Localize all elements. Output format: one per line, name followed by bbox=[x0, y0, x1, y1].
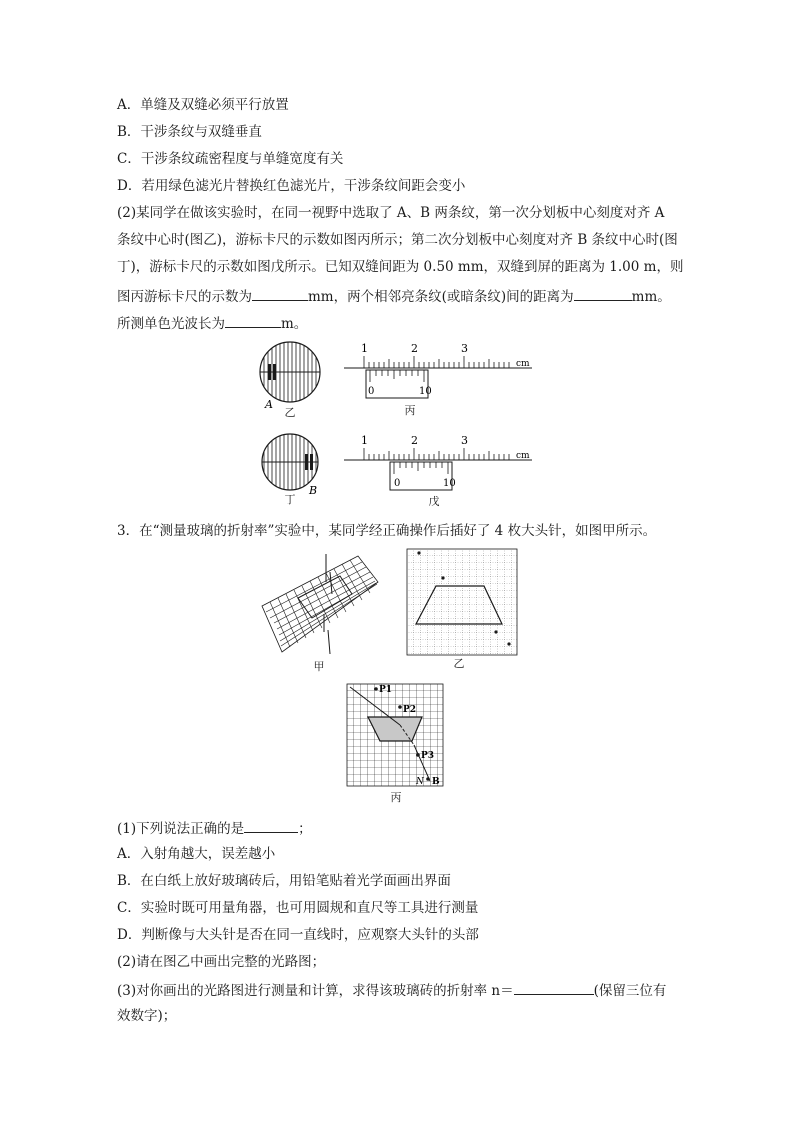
point-n-label: N bbox=[416, 777, 424, 787]
q3-stem: 3．在“测量玻璃的折射率”实验中，某同学经正确操作后插好了 4 枚大头针，如图甲所示。 bbox=[117, 523, 657, 539]
answer-blank-refractive-index[interactable] bbox=[514, 980, 594, 995]
pin-p2-label: P2 bbox=[403, 705, 417, 715]
q2-line4-text-c: mm。 bbox=[631, 289, 671, 305]
label-b: B bbox=[309, 484, 318, 497]
caption-bing: 丙 bbox=[404, 404, 416, 417]
vernier-10: 10 bbox=[443, 478, 456, 489]
q2-part2-line4 bbox=[117, 286, 671, 306]
caption-ding: 丁 bbox=[284, 493, 296, 506]
q3-part1-end: ； bbox=[298, 821, 312, 837]
caption-jia: 甲 bbox=[313, 660, 325, 673]
caption-yi: 乙 bbox=[284, 406, 296, 419]
point-b-label: B bbox=[432, 777, 440, 787]
unit-cm: cm bbox=[516, 451, 530, 461]
q2-line4-text-b: mm，两个相邻亮条纹(或暗条纹)间的距离为 bbox=[308, 289, 574, 305]
perspective-grid-jia bbox=[260, 548, 380, 660]
caliper-bing bbox=[340, 340, 540, 400]
option-c: C．干涉条纹疏密程度与单缝宽度有关 bbox=[117, 151, 344, 167]
q2-part2-line1: (2)某同学在做该实验时，在同一视野中选取了 A、B 两条纹，第一次分划板中心刻度对齐 A bbox=[117, 205, 665, 221]
answer-blank-wavelength[interactable] bbox=[225, 313, 281, 328]
tick-1: 1 bbox=[361, 434, 368, 447]
answer-blank-q3-part1[interactable] bbox=[244, 818, 298, 833]
caption-yi-q3: 乙 bbox=[453, 657, 465, 670]
tick-3: 3 bbox=[461, 434, 468, 447]
vernier-0: 0 bbox=[368, 386, 375, 397]
answer-blank-fringe-spacing[interactable] bbox=[574, 286, 632, 301]
q3-part2: (2)请在图乙中画出完整的光路图； bbox=[117, 954, 326, 970]
vernier-0: 0 bbox=[394, 478, 401, 489]
fringe-b-mark bbox=[305, 454, 308, 470]
tick-1: 1 bbox=[361, 342, 368, 355]
pin-p1-label: P1 bbox=[379, 685, 393, 695]
answer-blank-caliper-reading[interactable] bbox=[252, 286, 308, 301]
caption-bing-q3: 丙 bbox=[390, 791, 402, 804]
q3-option-b: B．在白纸上放好玻璃砖后，用铅笔贴着光学面画出界面 bbox=[117, 873, 451, 889]
label-a: A bbox=[265, 398, 273, 411]
option-d: D．若用绿色滤光片替换红色滤光片，干涉条纹间距会变小 bbox=[117, 178, 466, 194]
q2-line5-text-b: m。 bbox=[281, 316, 308, 332]
q3-part1 bbox=[117, 818, 312, 838]
q3-option-d: D．判断像与大头针是否在同一直线时，应观察大头针的头部 bbox=[117, 927, 479, 943]
q3-part3-line2: 效数字)； bbox=[117, 1008, 177, 1024]
grid-light-path-bing bbox=[346, 683, 446, 791]
tick-2: 2 bbox=[411, 342, 418, 355]
unit-cm: cm bbox=[516, 359, 530, 369]
option-a: A．单缝及双缝必须平行放置 bbox=[117, 97, 289, 113]
q2-line5-text-a: 所测单色光波长为 bbox=[117, 316, 225, 332]
caption-wu: 戊 bbox=[428, 495, 440, 508]
q3-part3-text-a: (3)对你画出的光路图进行测量和计算，求得该玻璃砖的折射率 n＝ bbox=[117, 983, 514, 999]
tick-2: 2 bbox=[411, 434, 418, 447]
option-b: B．干涉条纹与双缝垂直 bbox=[117, 124, 262, 140]
pin-p3-label: P3 bbox=[421, 751, 435, 761]
caliper-wu bbox=[340, 432, 540, 492]
vernier-10: 10 bbox=[419, 386, 432, 397]
fringe-a-mark bbox=[268, 364, 271, 380]
fringe-a-mark-2 bbox=[273, 364, 276, 380]
q3-part1-text: (1)下列说法正确的是 bbox=[117, 821, 245, 837]
q2-part2-line3: 丁)，游标卡尺的示数如图戊所示。已知双缝间距为 0.50 mm，双缝到屏的距离为 1.00 m，则 bbox=[117, 259, 684, 275]
q3-part3-text-b: (保留三位有 bbox=[593, 983, 667, 999]
q2-part2-line5 bbox=[117, 313, 307, 333]
q2-part2-line2: 条纹中心时(图乙)，游标卡尺的示数如图丙所示；第二次分划板中心刻度对齐 B 条纹中心时(图 bbox=[117, 232, 678, 248]
q2-line4-text-a: 图丙游标卡尺的示数为 bbox=[117, 289, 252, 305]
q3-option-c: C．实验时既可用量角器，也可用圆规和直尺等工具进行测量 bbox=[117, 900, 479, 916]
fringe-b-mark-2 bbox=[310, 454, 313, 470]
dotted-grid-yi bbox=[406, 548, 518, 656]
tick-3: 3 bbox=[461, 342, 468, 355]
q3-option-a: A．入射角越大，误差越小 bbox=[117, 846, 276, 862]
q3-part3-line1 bbox=[117, 980, 666, 1000]
